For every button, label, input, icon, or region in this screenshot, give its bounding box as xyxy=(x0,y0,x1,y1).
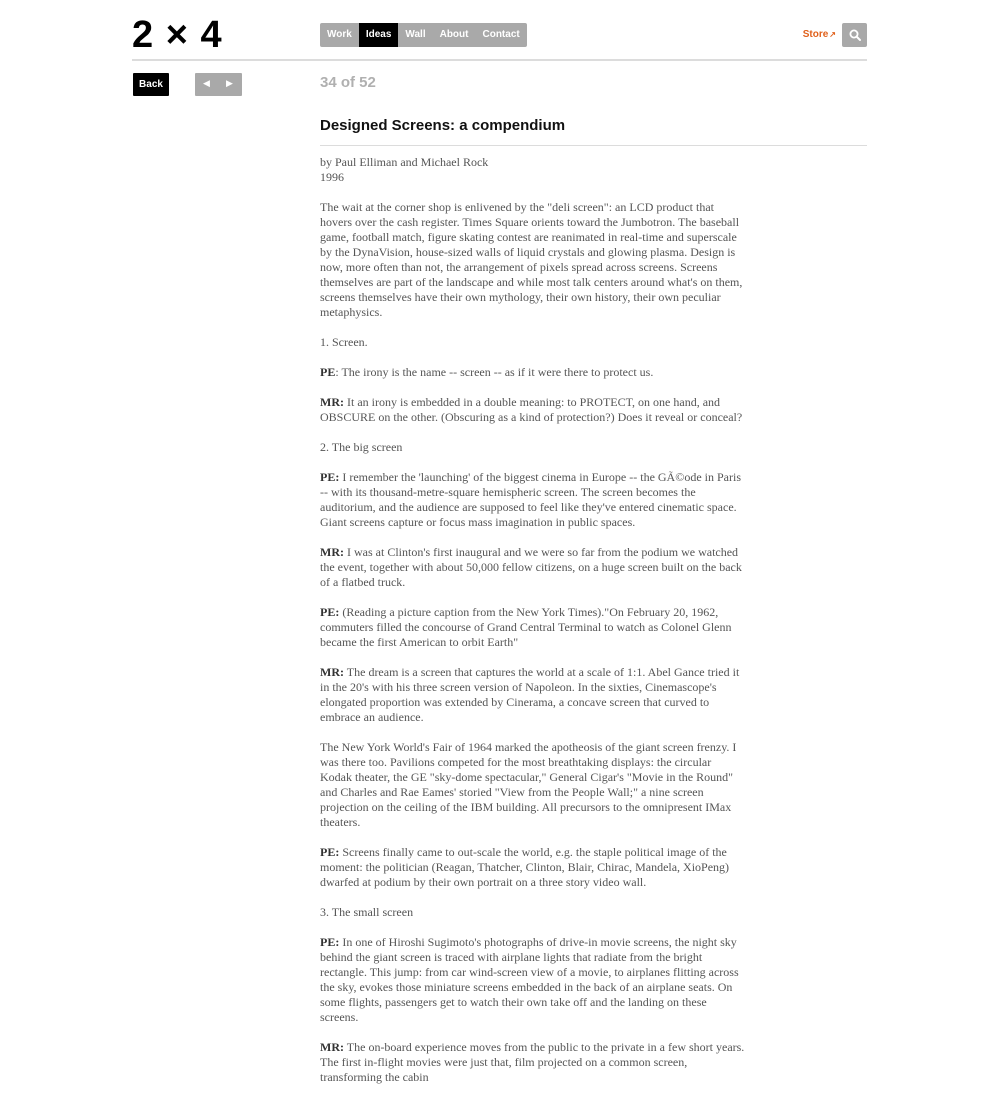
header-divider xyxy=(132,59,867,61)
article-body xyxy=(320,155,745,1100)
nav-about[interactable]: About xyxy=(439,29,469,40)
search-icon xyxy=(849,29,861,41)
paragraph-text: (Reading a picture caption from the New York Times)."On February 20, 1962, commuters filled the concourse of Grand Central Terminal to watch as Colonel Glenn became the first American to orbit Earth" xyxy=(320,605,732,649)
search-button[interactable] xyxy=(842,23,867,47)
paragraph-text: I remember the 'launching' of the biggest cinema in Europe -- the GÃ©ode in Paris -- with its thousand-metre-square hemispheric screen. The screen becomes the auditorium, and the audience are supposed to feel like they've entered cinematic space. Giant screens capture or focus mass imagination in public spaces. xyxy=(320,470,741,529)
paragraph xyxy=(320,605,745,650)
store-link[interactable] xyxy=(803,29,836,40)
speaker: MR: xyxy=(320,395,344,409)
paragraph xyxy=(320,470,745,530)
paragraph xyxy=(320,740,745,830)
speaker: MR: xyxy=(320,665,344,679)
paragraph-text: Screens finally came to out-scale the world, e.g. the staple political image of the moment: the politician (Reagan, Thatcher, Clinton, Blair, Chirac, Mandela, XioPeng) dwarfed at podium by their own portrait on a three story video wall. xyxy=(320,845,730,889)
section-heading xyxy=(320,440,745,455)
paragraph xyxy=(320,545,745,590)
paragraph xyxy=(320,395,745,425)
nav-contact[interactable]: Contact xyxy=(482,29,520,40)
speaker: PE: xyxy=(320,605,340,619)
paragraph-text: 1. Screen. xyxy=(320,335,368,349)
paragraph-text: 3. The small screen xyxy=(320,905,414,919)
paragraph xyxy=(320,665,745,725)
store-label: Store xyxy=(802,29,829,40)
section-heading xyxy=(320,335,745,350)
section-heading xyxy=(320,905,745,920)
paragraph-text: 2. The big screen xyxy=(320,440,403,454)
main-nav xyxy=(320,23,527,47)
paragraph-text: I was at Clinton's first inaugural and we were so far from the podium we watched the event, together with about 50,000 fellow citizens, on a huge screen built on the back of a flatbed truck. xyxy=(320,545,742,589)
paragraph-text: The on-board experience moves from the public to the private in a few short years. The first in-flight movies were just that, film projected on a common screen, transforming the cabin xyxy=(320,1040,745,1084)
paragraph xyxy=(320,200,745,320)
item-counter: 34 of 52 xyxy=(320,74,376,91)
paragraph xyxy=(320,1040,745,1085)
paragraph-text: The wait at the corner shop is enlivened by the "deli screen": an LCD product that hovers over the cash register. Times Square orients toward the Jumbotron. The baseball game, football match, figure skating contest are reanimated in real-time and superscale by the DynaVision, house-sized walls of liquid crystals and glowing plasma. Design is now, more often than not, the arrangement of pixels spread across screens. Screens themselves are part of the landscape and while most talk centers around what's on them, screens themselves have their own mythology, their own history, their own peculiar metaphysics. xyxy=(320,200,743,319)
article-meta xyxy=(320,155,745,185)
logo[interactable]: 2 × 4 xyxy=(132,14,223,56)
paragraph xyxy=(320,365,745,380)
speaker: PE: xyxy=(320,845,340,859)
paragraph xyxy=(320,935,745,1025)
paragraph-text: The New York World's Fair of 1964 marked the apotheosis of the giant screen frenzy. I was there too. Pavilions competed for the most breathtaking displays: the circular Kodak theater, the GE "sky-dome spectacular," General Cigar's "Movie in the Round" and Charles and Rae Eames' storied "View from the People Wall;" a nine screen projection on the ceiling of the IBM building. All precursors to the omnipresent IMax theaters. xyxy=(320,740,737,829)
paragraph-text: In one of Hiroshi Sugimoto's photographs of drive-in movie screens, the night sky behind the giant screen is traced with airplane lights that radiate from the bright rectangle. This jump: from car wind-screen view of a movie, to airplanes flitting across the sky, evokes those miniature screens embedded in the back of an airplane seats. On some flights, passengers get to watch their own take off and the landing on these screens. xyxy=(320,935,739,1024)
external-link-icon: ↗ xyxy=(829,30,836,39)
article-year: 1996 xyxy=(320,170,344,184)
nav-ideas[interactable]: Ideas xyxy=(359,23,399,47)
paragraph-text: The dream is a screen that captures the world at a scale of 1:1. Abel Gance tried it in the 20's with his three screen version of Napoleon. In the sixties, Cinemascope's elongated proportion was extended by Cinerama, a concave screen that curved to embrace an audience. xyxy=(320,665,740,724)
paragraph xyxy=(320,845,745,890)
back-button[interactable]: Back xyxy=(133,73,169,96)
nav-work[interactable]: Work xyxy=(327,29,352,40)
speaker: PE: xyxy=(320,935,340,949)
paragraph-text: It an irony is embedded in a double meaning: to PROTECT, on one hand, and OBSCURE on the other. (Obscuring as a kind of protection?) Does it reveal or conceal? xyxy=(320,395,743,424)
title-divider xyxy=(320,145,867,146)
nav-wall[interactable]: Wall xyxy=(405,29,426,40)
speaker: PE xyxy=(320,365,336,379)
article-title: Designed Screens: a compendium xyxy=(320,117,566,134)
prev-arrow-icon[interactable]: ◀ xyxy=(203,79,210,89)
speaker: MR: xyxy=(320,545,344,559)
speaker: PE: xyxy=(320,470,340,484)
paragraph-text: : The irony is the name -- screen -- as if it were there to protect us. xyxy=(335,365,654,379)
next-arrow-icon[interactable]: ▶ xyxy=(226,79,233,89)
byline: by Paul Elliman and Michael Rock xyxy=(320,155,489,169)
speaker: MR: xyxy=(320,1040,344,1054)
pager xyxy=(195,73,242,96)
